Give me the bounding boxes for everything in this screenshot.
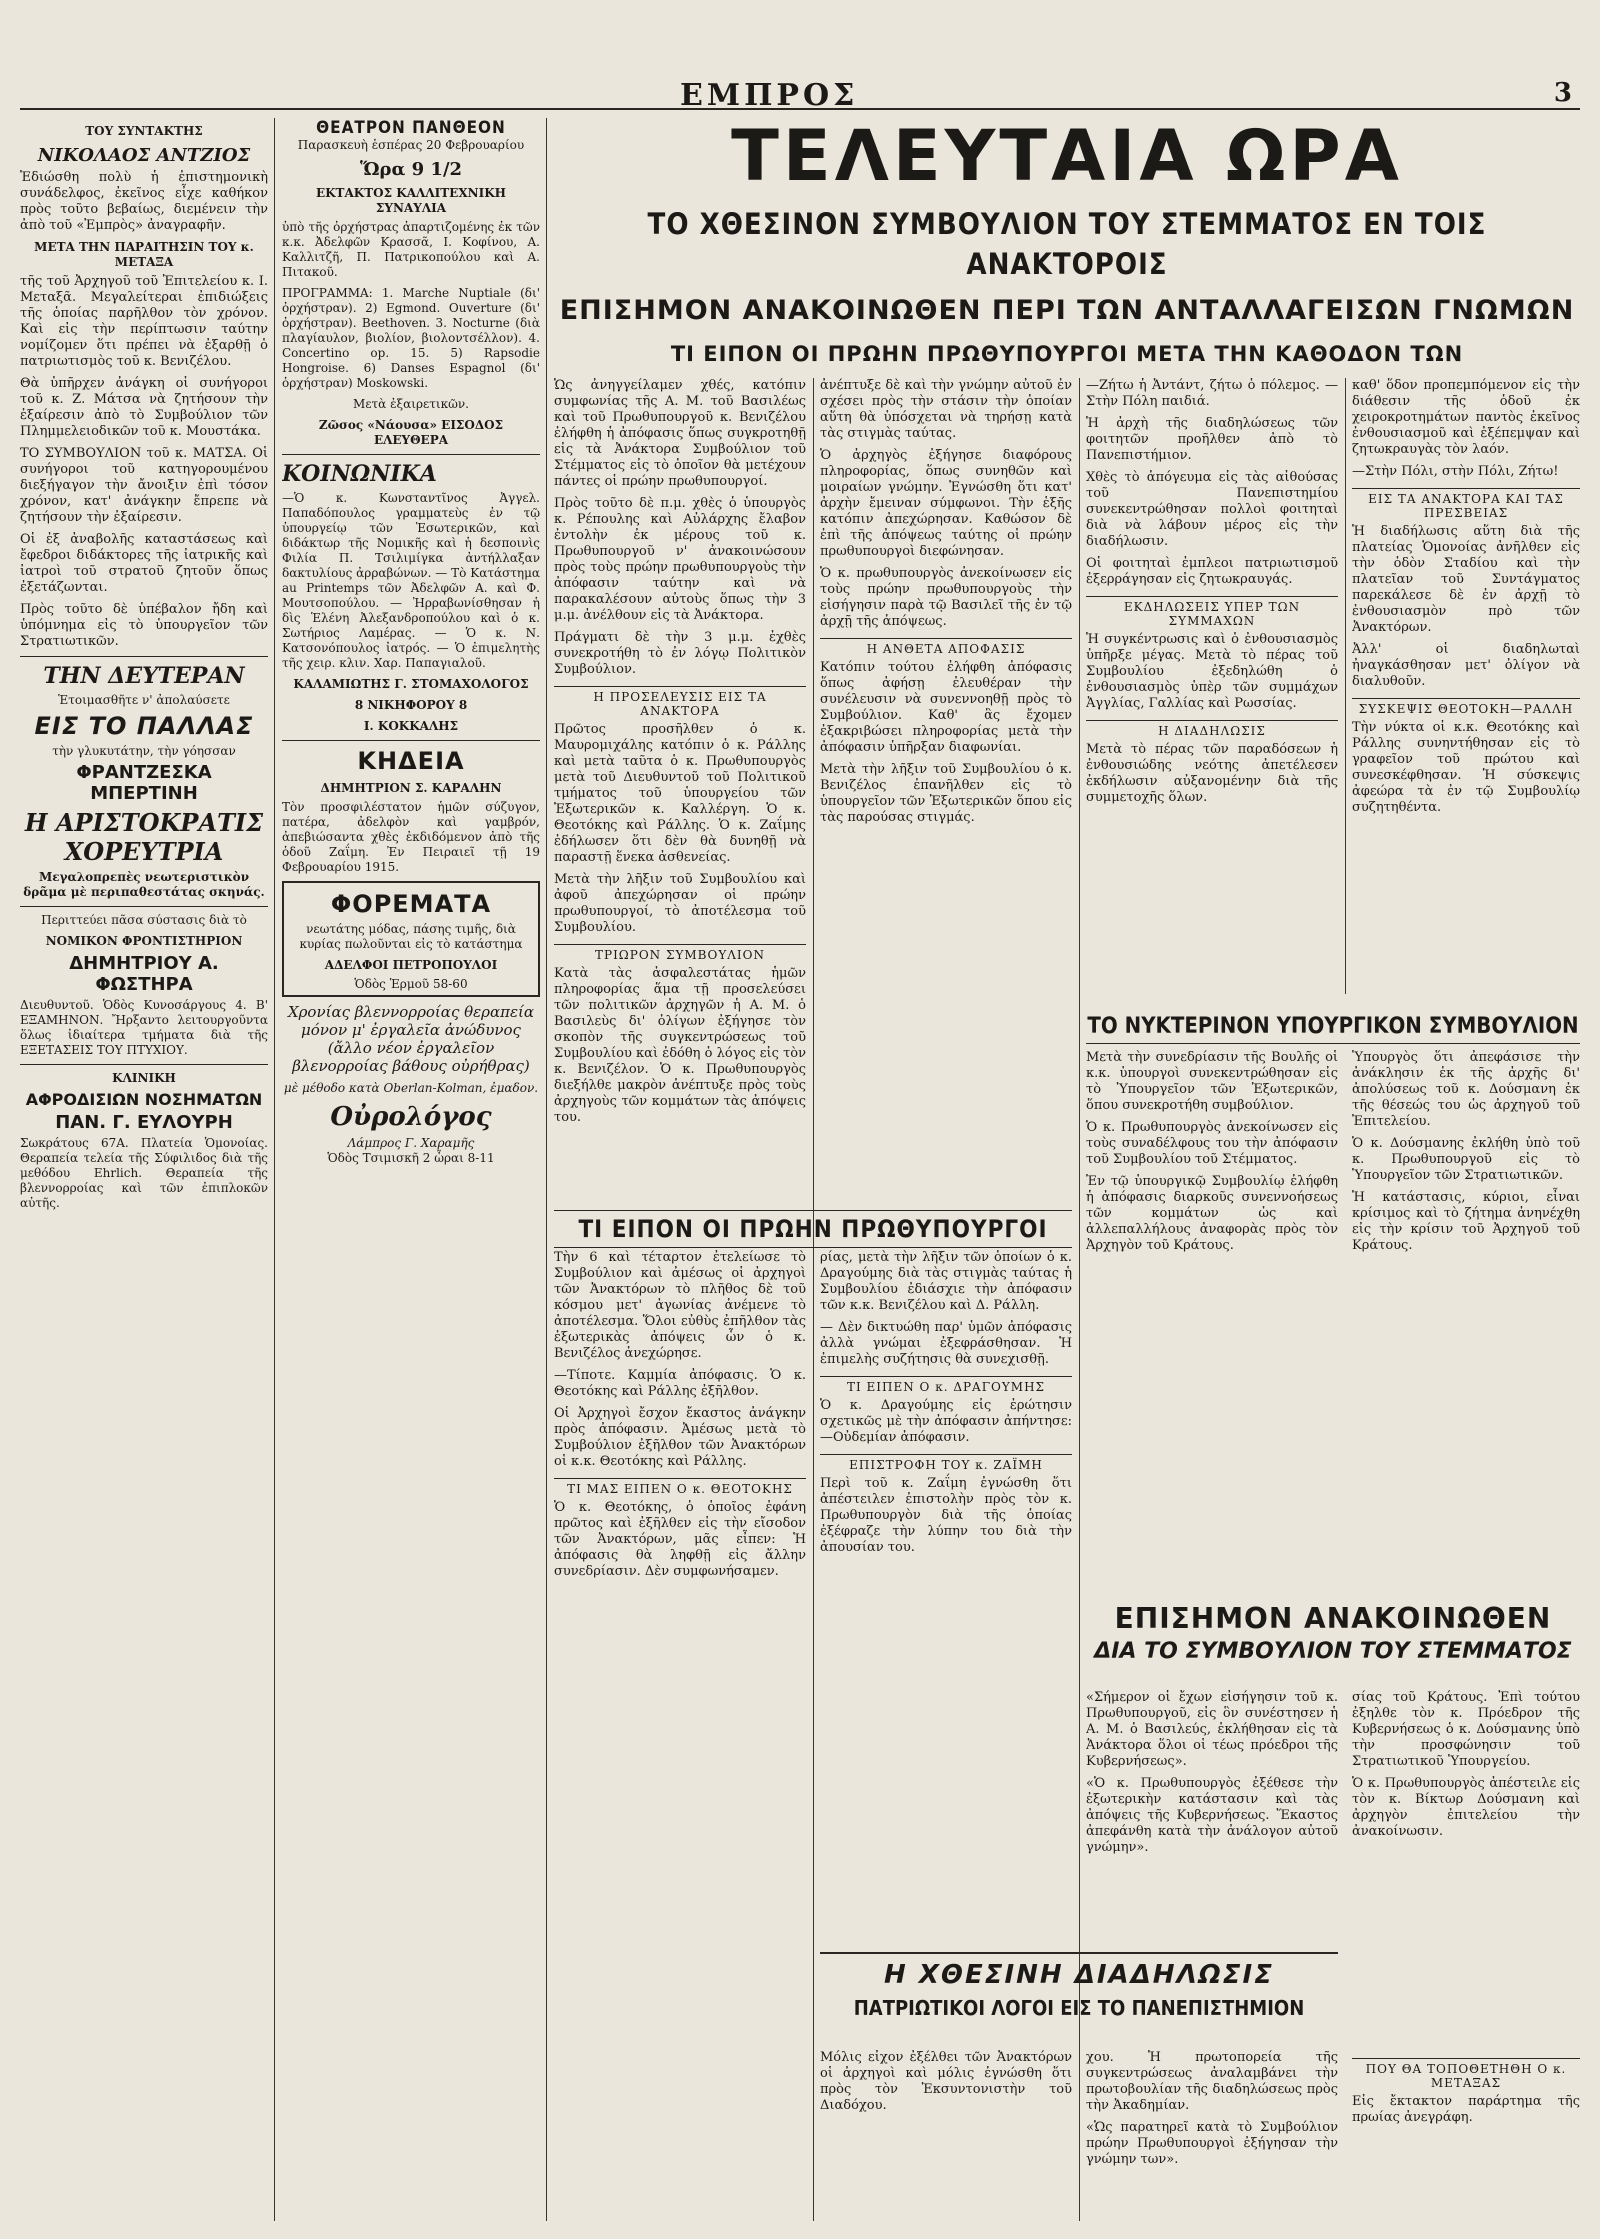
masthead: [20, 78, 1580, 113]
concert-entry-free: Ζῶσος «Νάουσα» ΕΙΣΟΔΟΣ ΕΛΕΥΘΕΡΑ: [318, 418, 504, 447]
article-column: [1086, 2050, 1338, 2220]
article-paragraph: Οἱ φοιτηταὶ ἐμπλεοι πατριωτισμοῦ ἐξερράγησαν εἰς ζητωκραυγάς.: [1086, 556, 1338, 587]
article-subhead: ΣΥΣΚΕΨΙΣ ΘΕΟΤΟΚΗ—ΡΑΛΛΗ: [1352, 698, 1580, 716]
obituary-kicker: ΤΟΥ ΣΥΝΤΑΚΤΗΣ: [85, 124, 203, 138]
dresses-text: νεωτάτης μόδας, πάσης τιμῆς, διὰ κυρίας πωλοῦνται εἰς τὸ κατάστημα: [299, 922, 523, 951]
dresses-address: Ὁδὸς Ἑρμοῦ 58-60: [354, 977, 468, 991]
funeral-text: Τὸν προσφιλέστατον ἡμῶν σύζυγον, πατέρα, ἀδελφὸν καὶ γαμβρόν, ἀπεβιώσαντα χθὲς ἐκδιδόμενον ἀπὸ τῆς ὁδοῦ Ζαΐμη. Ἐν Πειραιεῖ τῇ 19 Φεβρουαρίου 1915.: [282, 800, 540, 874]
article-column: [1352, 1690, 1580, 1945]
article-subhead: Η ΑΝΘΕΤΑ ΑΠΟΦΑΣΙΣ: [820, 638, 1072, 656]
article-paragraph: «Ὁ κ. Πρωθυπουργὸς ἐξέθεσε τὴν ἐξωτερικὴν κατάστασιν καὶ τὰς ἀπόψεις τῆς Κυβερνήσεως. Ἕκαστος ἀπεφάνθη κατὰ τὴν ἀνάλογον αὐτοῦ γνώμην».: [1086, 1776, 1338, 1855]
article-subhead: ΠΟΥ ΘΑ ΤΟΠΟΘΕΤΗΘΗ Ο κ. ΜΕΤΑΞΑΣ: [1352, 2058, 1580, 2090]
article-paragraph: Πράγματι δὲ τὴν 3 μ.μ. ἐχθὲς συνεκροτήθη τὸ ἐν λόγῳ Πολιτικὸν Συμβούλιον.: [554, 630, 806, 677]
article-subhead: ΤΙ ΜΑΣ ΕΙΠΕΝ Ο κ. ΘΕΟΤΟΚΗΣ: [554, 1478, 806, 1496]
urology-ad-title: Οὐρολόγος: [330, 1102, 492, 1132]
article-paragraph: Ἀλλ' οἱ διαδηλωταὶ ἠναγκάσθησαν μετ' ὀλίγον νὰ διαλυθοῦν.: [1352, 642, 1580, 689]
concert-program: ΠΡΟΓΡΑΜΜΑ: 1. Marche Nuptiale (δι' ὀρχήστραν). 2) Egmond. Ouverture (δι' ὀρχήστραν). Beethoven. 3. Nocturne (διὰ πλαγίαυλον, βιολίον, βιολοντσέλλον). 4. Concertino op. 15. 5) Rapsodie Hongroise. 6) Danses Espagnol (δι' ὀρχήστραν) Moskowski.: [282, 286, 540, 390]
article-paragraph: Ὁ κ. Θεοτόκης, ὁ ὁποῖος ἐφάνη πρῶτος καὶ ἐξῆλθεν εἰς τὴν εἴσοδον τῶν Ἀνακτόρων, μᾶς εἶπεν: Ἡ ἀπόφασις θὰ ληφθῇ εἰς ἄλλην συνεδρίασιν. Δὲν συμφωνήσαμεν.: [554, 1500, 806, 1579]
official-announcement-sub: ΔΙΑ ΤΟ ΣΥΜΒΟΥΛΙΟΝ ΤΟΥ ΣΤΕΜΜΑΤΟΣ: [1094, 1639, 1572, 1664]
demonstration-title: Η ΧΘΕΣΙΝΗ ΔΙΑΔΗΛΩΣΙΣ: [884, 1960, 1274, 1990]
article-paragraph: Τὴν νύκτα οἱ κ.κ. Θεοτόκης καὶ Ράλλης συνηντήθησαν εἰς τὸ γραφεῖον τοῦ πρώτου καὶ συνεσκέφθησαν. Ἡ σύσκεψις ἀφεώρα τὰ ἐν τῷ Συμβουλίῳ συζητηθέντα.: [1352, 720, 1580, 815]
article-paragraph: Περὶ τοῦ κ. Ζαΐμη ἐγνώσθη ὅτι ἀπέστειλεν ἐπιστολὴν πρὸς τὸν κ. Πρωθυπουργὸν διὰ τῆς ὁποίας ἐξέφραζε τὴν λύπην του διὰ τὴν ἀπουσίαν του.: [820, 1476, 1072, 1555]
article-paragraph: χου. Ἡ πρωτοπορεία τῆς συγκεντρώσεως ἀναλαμβάνει τὴν πρωτοβουλίαν τῆς διαδηλώσεως πρὸς τὴν Ἀκαδημίαν.: [1086, 2050, 1338, 2113]
clinic-pre: ΚΛΙΝΙΚΗ: [112, 1071, 176, 1085]
divider: [282, 454, 540, 455]
article-paragraph: Ἡ ἀρχὴ τῆς διαδηλώσεως τῶν φοιτητῶν προῆλθεν ἀπὸ τὸ Πανεπιστήμιον.: [1086, 416, 1338, 463]
article-subhead: ΕΙΣ ΤΑ ΑΝΑΚΤΟΡΑ ΚΑΙ ΤΑΣ ΠΡΕΣΒΕΙΑΣ: [1352, 488, 1580, 520]
article-subhead: ΕΚΔΗΛΩΣΕΙΣ ΥΠΕΡ ΤΩΝ ΣΥΜΜΑΧΩΝ: [1086, 596, 1338, 628]
left-column: [20, 118, 268, 2221]
dresses-ad: [282, 881, 540, 997]
article-paragraph: Πρὸς τοῦτο δὲ ὑπέβαλον ἤδη καὶ ὑπόμνημα εἰς τὸ ὑπουργεῖον τῶν Στρατιωτικῶν.: [20, 602, 268, 649]
article-column: [820, 1250, 1072, 1950]
headline-title: ΤΕΛΕΥΤΑΙΑ ΩΡΑ: [731, 115, 1403, 197]
article-paragraph: Ὁ κ. Δούσμανης ἐκλήθη ὑπὸ τοῦ κ. Πρωθυπουργοῦ εἰς τὸ Ὑπουργεῖον τῶν Στρατιωτικῶν.: [1352, 1136, 1580, 1183]
concert-entry: Μετὰ ἐξαιρετικῶν.: [353, 397, 469, 411]
article-paragraph: Πρῶτος προσῆλθεν ὁ κ. Μαυρομιχάλης κατόπιν ὁ κ. Ράλλης καὶ μετὰ ταῦτα ὁ κ. Πρωθυπουργὸς μετὰ τοῦ Διευθυντοῦ τοῦ Πολιτικοῦ τμήματος τοῦ ὑπουργείου τῶν Ἐξωτερικῶν κ. Καλλέργη. Ὁ κ. Θεοτόκης καὶ Ράλλης. Ὁ κ. Ζαΐμης ἐδήλωσεν ὅτι δὲν θὰ δυνηθῇ νὰ παραστῇ ἕνεκα ἀσθενείας.: [554, 722, 806, 865]
section-heading-premiers: ΤΙ ΕΙΠΟΝ ΟΙ ΠΡΩΗΝ ΠΡΩΘΥΠΟΥΡΓΟΙ: [554, 1210, 1072, 1248]
urology-ad-doctor: Λάμπρος Γ. Χαραμῆς: [347, 1136, 475, 1150]
concert-text: ὑπὸ τῆς ὀρχήστρας ἀπαρτιζομένης ἐκ τῶν κ.κ. Ἀδελφῶν Κρασσᾶ, Ι. Κοφίνου, Α. Καλλιτζῆ, Π. Πατρικοπούλου καὶ Α. Πιτακοῦ.: [282, 220, 540, 279]
pallas-ad-title: ΕΙΣ ΤΟ ΠΑΛΛΑΣ: [34, 712, 254, 740]
newspaper-name: ΕΜΠΡΟΣ: [680, 78, 859, 113]
divider: [20, 906, 268, 907]
article-column: [1086, 1050, 1338, 1595]
dresses-shop: ΑΔΕΛΦΟΙ ΠΕΤΡΟΠΟΥΛΟΙ: [324, 958, 498, 972]
pallas-ad-desc: Μεγαλοπρεπὲς νεωτεριστικὸν δρᾶμα μὲ περιπαθεστάτας σκηνάς.: [23, 870, 265, 899]
column-rule: [1079, 378, 1080, 2221]
clinic-doctor: ΠΑΝ. Γ. ΕΥΛΟΥΡΗ: [55, 1112, 233, 1133]
headline-line-3: ΕΠΙΣΗΜΟΝ ΑΝΑΚΟΙΝΩΘΕΝ ΠΕΡΙ ΤΩΝ ΑΝΤΑΛΛΑΓΕΙΣΩΝ ΓΝΩΜΩΝ: [559, 295, 1575, 326]
article-paragraph: Ὁ κ. Πρωθυπουργὸς ἀπέστειλε εἰς τὸν κ. Βίκτωρ Δούσμανη καὶ ἀρχηγὸν ἐπιτελείου τὴν ἀνακοίνωσιν.: [1352, 1776, 1580, 1839]
article-column: [820, 2050, 1072, 2220]
headline-line-4: ΤΙ ΕΙΠΟΝ ΟΙ ΠΡΩΗΝ ΠΡΩΘΥΠΟΥΡΓΟΙ ΜΕΤΑ ΤΗΝ ΚΑΘΟΔΟΝ ΤΩΝ: [670, 342, 1464, 366]
article-paragraph: Κατόπιν τούτου ἐλήφθη ἀπόφασις ὅπως ἀφήσῃ ἐλευθέραν τὴν συνέλευσιν νὰ συνεννοηθῇ πρὸς τὸ Συμβούλιον. Καθ' ἃς ἔχομεν ἐξακριβώσει πληροφορίας μετὰ τὴν ἀπόφασιν ὑπῆρξαν διαφωνίαι.: [820, 660, 1072, 755]
article-paragraph: Ἡ διαδήλωσις αὕτη διὰ τῆς πλατείας Ὁμονοίας ἀνῆλθεν εἰς τὴν ὁδὸν Σταδίου καὶ τὴν πλατεῖαν τοῦ Συντάγματος παρεκάλεσε δὲ ἐν ἀρχῇ τὸ ἐνθουσιασμὸν πρὸ τῶν Ἀνακτόρων.: [1352, 524, 1580, 635]
article-subhead: Η ΠΡΟΣΕΛΕΥΣΙΣ ΕΙΣ ΤΑ ΑΝΑΚΤΟΡΑ: [554, 686, 806, 718]
article-paragraph: — Δὲν δικτυώθη παρ' ὑμῶν ἀπόφασις ἀλλὰ γνώμαι ἐξεφράσθησαν. Ἡ ἐπιμελὴς συζήτησις θὰ συνεχισθῇ.: [820, 1320, 1072, 1367]
theatre-date: Παρασκευὴ ἑσπέρας 20 Φεβρουαρίου: [297, 138, 525, 152]
article-subhead: ΤΙ ΕΙΠΕΝ Ο κ. ΔΡΑΓΟΥΜΗΣ: [820, 1376, 1072, 1394]
official-announcement-heading: [1086, 1602, 1580, 1664]
article-paragraph: Τὴν 6 καὶ τέταρτον ἐτελείωσε τὸ Συμβούλιον καὶ ἀμέσως οἱ ἀρχηγοὶ τῶν Ἀνακτόρων τὸ πλῆθος δὲ τοῦ κόσμου μετ' ἀγωνίας ἀνέμενε τὸ ἀποτέλεσμα. Ὅλοι εὐθὺς ἐπῆλθον τὰς ἐξωτερικὰς ἀπόψεις ὧν ὁ κ. Βενιζέλος ἀνεχώρησε.: [554, 1250, 806, 1361]
pallas-ad-heading: ΤΗΝ ΔΕΥΤΕΡΑΝ: [43, 663, 245, 689]
article-paragraph: «Σήμερον οἱ ἔχων εἰσήγησιν τοῦ κ. Πρωθυπουργοῦ, εἰς ὃν συνέστησεν ἡ Α. Μ. ὁ Βασιλεύς, ἐκλήθησαν εἰς τὰ Ἀνάκτορα ὅλοι οἱ τέως πρόεδροι τῆς Κυβερνήσεως».: [1086, 1690, 1338, 1769]
funeral-heading: ΚΗΔΕΙΑ: [357, 747, 465, 775]
article-paragraph: Εἰς ἔκτακτον παράρτημα τῆς πρωίας ἀνεγράφη.: [1352, 2094, 1580, 2125]
article-paragraph: Χθὲς τὸ ἀπόγευμα εἰς τὰς αἰθούσας τοῦ Πανεπιστημίου συνεκεντρώθησαν πολλοὶ φοιτηταὶ διὰ νὰ λάβουν μέρος εἰς τὴν διαδήλωσιν.: [1086, 470, 1338, 549]
article-column: [554, 378, 806, 1204]
demonstration-sub: ΠΑΤΡΙΩΤΙΚΟΙ ΛΟΓΟΙ ΕΙΣ ΤΟ ΠΑΝΕΠΙΣΤΗΜΙΟΝ: [853, 1996, 1305, 2020]
article-paragraph: Ὁ κ. Δραγούμης εἰς ἐρώτησιν σχετικῶς μὲ τὴν ἀπόφασιν ἀπήντησε: —Οὐδεμίαν ἀπόφασιν.: [820, 1398, 1072, 1445]
demonstration-heading: [820, 1952, 1338, 2020]
article-paragraph: ΤΟ ΣΥΜΒΟΥΛΙΟΝ τοῦ κ. ΜΑΤΣΑ. Οἱ συνήγοροι τοῦ κατηγορουμένου διεξήγαγον τὴν ἄνοιξιν ἐπὶ τόσον χρόνον, κατ' ἀνάγκην ἔπρεπε νὰ ζητήσουν τὴν ἐξαίρεσιν.: [20, 446, 268, 525]
pallas-ad-sub: τὴν γλυκυτάτην, τὴν γόησσαν: [52, 744, 236, 758]
social-text: —Ὁ κ. Κωνσταντῖνος Ἀγγελ. Παπαδόπουλος γραμματεὺς ἐν τῷ ὑπουργείῳ τῶν Ἐσωτερικῶν, καὶ διδάκτωρ τῆς Νομικῆς καὶ ἡ δεσποινὶς Φιλία Π. Τσιλιμίγκα ἀντήλλαξαν δακτυλίους ἀρραβώνων. — Τὸ Κατάστημα au Printemps τῶν Ἀδελφῶν Α. καὶ Φ. Μουτσοπούλου. — Ἠρραβωνίσθησαν ἡ δὶς Ἑλένη Ἀλεξανδροπούλου καὶ ὁ κ. Σωτήριος Λαμέρας. — Ὁ κ. Ν. Κατσονόπουλος ἰατρός. — Ὁ ἐπιμελητὴς τῆς χειρ. κλιν. Χαρ. Παπαγιαλοῦ.: [282, 491, 540, 670]
page-number: 3: [1553, 78, 1572, 108]
article-paragraph: —Στὴν Πόλι, στὴν Πόλι, Ζήτω!: [1352, 464, 1559, 479]
article-paragraph: Ἐν τῷ ὑπουργικῷ Συμβουλίῳ ἐλήφθη ἡ ἀπόφασις διαρκοῦς συνεννοήσεως τῶν κομμάτων ὡς καὶ ἀλλεπαλλήλους ἀναφορὰς πρὸς τὸν Ἀρχηγὸν τοῦ Κράτους.: [1086, 1174, 1338, 1253]
urology-ad-method: μὲ μέθοδο κατὰ Oberlan-Kolman, ἐμαδον.: [283, 1081, 539, 1095]
pallas-ad-pre: Ἑτοιμασθῆτε ν' ἀπολαύσετε: [58, 693, 230, 707]
column-rule: [813, 378, 814, 2221]
article-paragraph: Οἱ Ἀρχηγοὶ ἔσχον ἔκαστος ἀνάγκην πρὸς ἀπόφασιν. Ἀμέσως μετὰ τὸ Συμβούλιον ἐξῆλθον τῶν Ἀνακτόρων οἱ κ.κ. Θεοτόκης καὶ Ράλλης.: [554, 1406, 806, 1469]
article-subhead: Η ΔΙΑΔΗΛΩΣΙΣ: [1086, 720, 1338, 738]
social-heading: ΚΟΙΝΩΝΙΚΑ: [282, 461, 437, 487]
clinic-title: ΑΦΡΟΔΙΣΙΩΝ ΝΟΣΗΜΑΤΩΝ: [25, 1090, 263, 1109]
article-paragraph: Ὑπουργὸς ὅτι ἀπεφάσισε τὴν ἀνάκλησιν ἐκ τῆς ἀρχῆς δι' ἀπολύσεως τοῦ κ. Δούσμανη ἐκ τῆς θέσεώς του ὡς ἀρχηγοῦ τοῦ Ἐπιτελείου.: [1352, 1050, 1580, 1129]
column-rule: [1345, 378, 1346, 994]
article-paragraph: Ὁ ἀρχηγὸς ἐξήγησε διαφόρους πληροφορίας, ὅπως συνηθῶν καὶ μοιραίων γνώμην. Ἐγνώσθη ὅτι κατ' ἀρχὴν ἔμειναν σύμφωνοι. Τὴν ἑξῆς κατόπιν ἀπεχώρησαν. Καθώσον δὲ ἐπὶ τῆς ἀπόψεως ταύτης οἱ πρώην πρωθυπουργοὶ διεφώνησαν.: [820, 448, 1072, 559]
headline-line-2: ΤΟ ΧΘΕΣΙΝΟΝ ΣΥΜΒΟΥΛΙΟΝ ΤΟΥ ΣΤΕΜΜΑΤΟΣ ΕΝ ΤΟΙΣ ΑΝΑΚΤΟΡΟΙΣ: [647, 207, 1487, 281]
article-paragraph: Ἡ κατάστασις, κύριοι, εἶναι κρίσιμος καὶ τὸ ζήτημα ἀνηνέχθη εἰς τὴν κρίσιν τοῦ Ἀρχηγοῦ τοῦ Κράτους.: [1352, 1190, 1580, 1253]
article-paragraph: Ὡς ἀνηγγείλαμεν χθές, κατόπιν συμφωνίας τῆς Α. Μ. τοῦ Βασιλέως καὶ τοῦ Πρωθυπουργοῦ κ. Βενιζέλου ἐλήφθη ἡ ἀπόφασις ὅπως συγκροτηθῇ εἰς τὰ Ἀνάκτορα Συμβούλιον τοῦ Στέμματος εἰς τὸ ὁποῖον θὰ μετέχουν πάντες οἱ πρώην πρωθυπουργοί.: [554, 378, 806, 489]
column-rule: [274, 118, 275, 2221]
article-paragraph: Πρὸς τοῦτο δὲ π.μ. χθὲς ὁ ὑπουργὸς κ. Ρέπουλης καὶ Αὐλάρχης ἔλαβον ἐντολὴν ἐκ μέρους τοῦ κ. Πρωθυπουργοῦ ν' ἀνακοινώσουν πρὸς τοὺς πρώην πρωθυπουργοὺς τὴν ἀπόφασιν ταύτην καὶ νὰ παρακαλέσουν αὐτοὺς ὅπως τὴν 3 μ.μ. ἀνέλθουν εἰς τὰ Ἀνάκτορα.: [554, 496, 806, 623]
divider: [20, 656, 268, 657]
article-paragraph: Μετὰ τὴν λῆξιν τοῦ Συμβουλίου ὁ κ. Βενιζέλος ἐπανῆλθεν εἰς τὸ ὑπουργεῖον τῶν Ἐξωτερικῶν ὅπου εἰς τὰς παρούσας στιγμάς.: [820, 762, 1072, 825]
section-heading-cabinet: ΤΟ ΝΥΚΤΕΡΙΝΟΝ ΥΠΟΥΡΓΙΚΟΝ ΣΥΜΒΟΥΛΙΟΝ: [1086, 1010, 1580, 1044]
frontistirion-name: ΔΗΜΗΤΡΙΟΥ Α. ΦΩΣΤΗΡΑ: [69, 953, 219, 995]
frontistirion-pre: Περιττεύει πᾶσα σύστασις διὰ τὸ: [41, 913, 247, 927]
doctor-ad: ΚΑΛΑΜΙΩΤΗΣ Γ. ΣΤΟΜΑΧΟΛΟΓΟΣ: [293, 677, 529, 691]
article-paragraph: Ἡ συγκέντρωσις καὶ ὁ ἐνθουσιασμὸς ὑπῆρξε μέγας. Μετὰ τὸ πέρας τοῦ Συμβουλίου ἐξεδηλώθη ὁ ἐνθουσιασμὸς ὑπὲρ τῶν συμμάχων Ἀγγλίας, Γαλλίας καὶ Ρωσσίας.: [1086, 632, 1338, 711]
second-column: [282, 118, 540, 2221]
article-paragraph: Κατὰ τὰς ἀσφαλεστάτας ἡμῶν πληροφορίας ἅμα τῇ προσελεύσει τῶν πολιτικῶν ἀρχηγῶν ἡ Α. Μ. ὁ Βασιλεὺς δι' ὀλίγων ἐξήγησε τὸν σκοπὸν τῆς συγκεντρώσεως τοῦ Συμβουλίου καὶ ἐδόθη ὁ λόγος εἰς τὸν κ. Βενιζέλον. Ὁ κ. Πρωθυπουργὸς διεξήλθε μακρὸν ἀνέπτυξε πρὸς τοὺς ἀρχηγοὺς τῶν κομμάτων τὰς ἀπόψεις του.: [554, 966, 806, 1125]
theatre-time: Ὥρα 9 1/2: [359, 159, 463, 180]
article-column: [1352, 2050, 1580, 2220]
divider: [282, 740, 540, 741]
clinic-text: Σωκράτους 67Α. Πλατεία Ὁμονοίας. Θεραπεία τελεία τῆς Σύφιλιδος διὰ τῆς μεθόδου Ehrlich. Θεραπεία τῆς βλεννορροίας καὶ τῶν ἐπιπλοκῶν αὐτῆς.: [20, 1136, 268, 1210]
article-subhead: ΤΡΙΩΡΟΝ ΣΥΜΒΟΥΛΙΟΝ: [554, 944, 806, 962]
frontistirion-title: ΝΟΜΙΚΟΝ ΦΡΟΝΤΙΣΤΗΡΙΟΝ: [45, 934, 243, 948]
official-announcement-title: ΕΠΙΣΗΜΟΝ ΑΝΑΚΟΙΝΩΘΕΝ: [1114, 1602, 1552, 1635]
concert-heading: ΕΚΤΑΚΤΟΣ ΚΑΛΛΙΤΕΧΝΙΚΗ ΣΥΝΑΥΛΙΑ: [315, 186, 506, 215]
theatre-heading: ΘΕΑΤΡΟΝ ΠΑΝΘΕΟΝ: [316, 118, 506, 138]
metaxas-subhead: ΜΕΤΑ ΤΗΝ ΠΑΡΑΙΤΗΣΙΝ ΤΟΥ κ. ΜΕΤΑΞΑ: [34, 240, 254, 269]
urology-ad-text: Χρονίας βλεννορροίας θεραπεία μόνον μ' ἐργαλεῖα ἀνώδυνος (ἄλλο νέον ἐργαλεῖον βλενορροίας βάθους οὐρήθρας): [287, 1003, 535, 1075]
article-column: [1352, 378, 1580, 1004]
article-column: [1352, 1050, 1580, 1595]
article-paragraph: Μετὰ τὴν συνεδρίασιν τῆς Βουλῆς οἱ κ.κ. ὑπουργοὶ συνεκεντρώθησαν εἰς τὸ Ὑπουργεῖον τῶν Ἐξωτερικῶν, ὅπου συνεκροτήθη συμβούλιον.: [1086, 1050, 1338, 1113]
article-paragraph: σίας τοῦ Κράτους. Ἐπὶ τούτου ἐξηλθε τὸν κ. Πρόεδρον τῆς Κυβερνήσεως ὁ κ. Δούσμανης ὑπὸ τὴν προσφώνησιν τοῦ Στρατιωτικοῦ Ὑπουργείου.: [1352, 1690, 1580, 1769]
article-column: [1086, 378, 1338, 1004]
article-paragraph: τῆς τοῦ Ἀρχηγοῦ τοῦ Ἐπιτελείου κ. Ι. Μεταξᾶ. Μεγαλείτεραι ἐπιδιώξεις τῆς ὁποίας παρῆλθον τὸν χρόνον. Καὶ εἰς τὴν περίπτωσιν ταύτην νομίζομεν ὅτι πρέπει νὰ ἐξαρθῇ ὁ πατριωτισμὸς τοῦ κ. Βενιζέλου.: [20, 274, 268, 369]
doctor-ad: Ι. ΚΟΚΚΑΛΗΣ: [363, 719, 459, 733]
article-paragraph: Οἱ ἐξ ἀναβολῆς καταστάσεως καὶ ἔφεδροι διδάκτορες τῆς ἰατρικῆς καὶ ἰατροὶ τοῦ στρατοῦ ζητοῦν ὅπως ἐξετάζωνται.: [20, 532, 268, 595]
article-paragraph: «Ὡς παρατηρεῖ κατὰ τὸ Συμβούλιον πρώην Πρωθυπουργοὶ ἐξήγησαν τὴν γνώμην των».: [1086, 2120, 1338, 2167]
article-paragraph: καθ' ὅδον προπεμπόμενον εἰς τὴν διάθεσιν τῆς ὁδοῦ ἐκ χειροκροτημάτων παντὸς ἐκεῖνος ἐνθουσιασμοῦ καὶ ἐξέπεμψαν καὶ ζητωκραυγὰς τὸν λαόν.: [1352, 378, 1580, 457]
article-column: [820, 378, 1072, 1204]
funeral-name: ΔΗΜΗΤΡΙΟΝ Σ. ΚΑΡΑΛΗΝ: [320, 781, 502, 795]
article-paragraph: Θὰ ὑπῆρχεν ἀνάγκη οἱ συνήγοροι τοῦ κ. Ζ. Μάτσα νὰ ζητήσουν τὴν ἐξαίρεσιν ἀπὸ τὸ Συμβούλιον τῶν Πλημμελειοδικῶν τοῦ κ. Μουστάκα.: [20, 376, 268, 439]
obituary-text: Ἐδιώσθη πολὺ ἡ ἐπιστημονικὴ συνάδελφος, ἐκεῖνος εἶχε καθήκον πρὸς τοῦτο βεβαίως, διεμένειν τὴν ἀπὸ τοῦ «Ἐμπρὸς» ἀναγραφῆν.: [20, 170, 268, 233]
article-paragraph: Μετὰ τὸ πέρας τῶν παραδόσεων ἡ ἐνθουσιώδης νεότης ἀπετέλεσεν ἐκδήλωσιν αὐξανομένην διὰ τῆς συμμετοχῆς ὅλων.: [1086, 742, 1338, 805]
article-column: [554, 1250, 806, 1950]
pallas-ad-star: ΦΡΑΝΤΖΕΣΚΑ ΜΠΕΡΤΙΝΗ: [76, 762, 212, 804]
article-paragraph: —Ζήτω ἡ Ἀντάντ, ζήτω ὁ πόλεμος. —Στὴν Πόλη παιδιά.: [1086, 378, 1338, 409]
article-column: [1086, 1690, 1338, 1945]
main-headline: [554, 115, 1580, 370]
article-paragraph: —Τίποτε. Καμμία ἀπόφασις. Ὁ κ. Θεοτόκης καὶ Ράλλης ἐξῆλθον.: [554, 1368, 806, 1399]
frontistirion-text: Διευθυντοῦ. Ὁδὸς Κυνοσάργους 4. Β' ΕΞΑΜΗΝΟΝ. Ἤρξαντο λειτουργοῦντα ὅλως ἰδιαίτερα τμήματα διὰ τῆς ΕΞΕΤΑΣΕΙΣ ΤΟΥ ΠΤΥΧΙΟΥ.: [20, 998, 268, 1057]
article-paragraph: Μόλις εἶχον ἐξέλθει τῶν Ἀνακτόρων οἱ ἀρχηγοὶ καὶ μόλις ἐγνώσθη ὅτι πρὸς τὸν Ἐκσυντονιστὴν τοῦ Διαδόχου.: [820, 2050, 1072, 2113]
article-paragraph: Ὁ κ. πρωθυπουργὸς ἀνεκοίνωσεν εἰς τοὺς πρώην πρωθυπουργοὺς τὴν εἰσήγησιν παρὰ τῷ Βασιλεῖ τῆς ἐν τῷ ἀρχῇ τῆς ἀπόψεως.: [820, 566, 1072, 629]
urology-ad-address: Ὁδὸς Τσιμισκῆ 2 ὧραι 8-11: [327, 1151, 495, 1165]
dresses-heading: ΦΟΡΕΜΑΤΑ: [330, 890, 492, 918]
divider: [20, 1064, 268, 1065]
pallas-ad-film: Η ΑΡΙΣΤΟΚΡΑΤΙΣ ΧΟΡΕΥΤΡΙΑ: [24, 808, 264, 866]
article-paragraph: Μετὰ τὴν λῆξιν τοῦ Συμβουλίου καὶ ἀφοῦ ἀπεχώρησαν οἱ πρώην πρωθυπουργοί, τὸ ἀποτέλεσμα τοῦ Συμβουλίου.: [554, 872, 806, 935]
article-paragraph: Ὁ κ. Πρωθυπουργὸς ἀνεκοίνωσεν εἰς τοὺς συναδέλφους του τὴν ἀπόφασιν τοῦ Συμβουλίου τοῦ Στέμματος.: [1086, 1120, 1338, 1167]
address-ad: 8 ΝΙΚΗΦΟΡΟΥ 8: [354, 698, 468, 712]
article-paragraph: ρίας, μετὰ τὴν λῆξιν τῶν ὁποίων ὁ κ. Δραγούμης διὰ τὰς στιγμὰς ταύτας ἡ Συμβουλίου ἐδιάσχιε τὴν ἀπόφασιν τῶν κ.κ. Βενιζέλου καὶ Δ. Ράλλη.: [820, 1250, 1072, 1313]
column-rule: [546, 118, 547, 2221]
article-paragraph: ἀνέπτυξε δὲ καὶ τὴν γνώμην αὐτοῦ ἐν σχέσει πρὸς τὴν στάσιν τὴν ὁποίαν αὕτη θὰ ὑπόσχεται νὰ τηρήσῃ κατὰ τὰς στιγμὰς ταύτας.: [820, 378, 1072, 441]
article-subhead: ΕΠΙΣΤΡΟΦΗ ΤΟΥ κ. ΖΑΪΜΗ: [820, 1454, 1072, 1472]
obituary-name: ΝΙΚΟΛΑΟΣ ΑΝΤΖΙΟΣ: [37, 145, 251, 166]
